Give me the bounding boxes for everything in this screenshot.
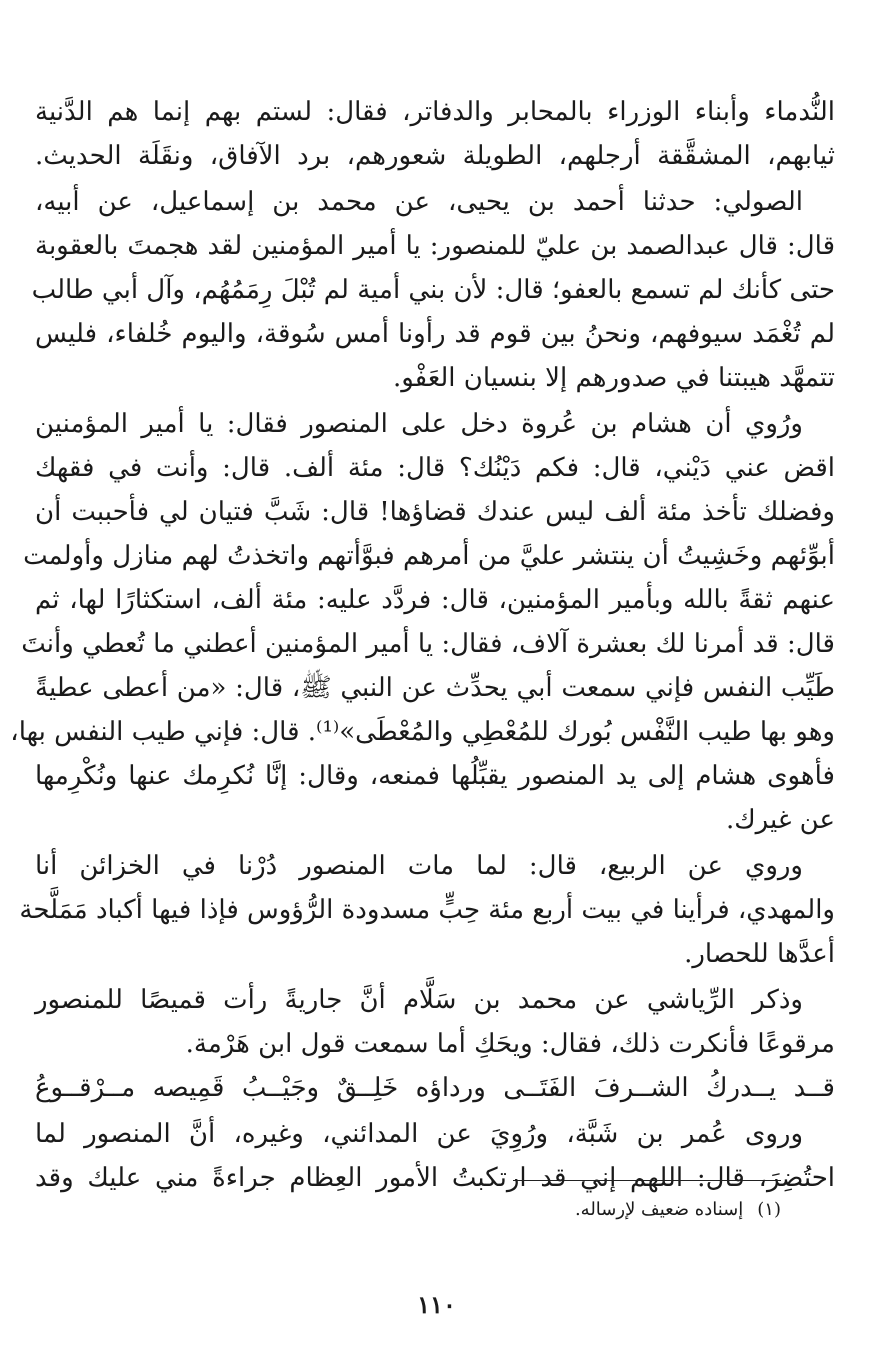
text-line: اقض عني دَيْني، قال: فكم دَيْنُك؟ قال: مئة ألف. قال: وأنت في فقهك <box>35 453 835 483</box>
poetry-verse: قــد يــدركُ الشــرفَ الفَتَــى ورداؤه خَلِــقٌ وجَيْــبُ قَمِيصه مــرْقــوعُ <box>35 1073 835 1103</box>
text-line: وذكر الرِّياشي عن محمد بن سَلَّام أنَّ جاريةً رأت قميصًا للمنصور <box>35 985 803 1015</box>
text-line: ورُوي أن هشام بن عُروة دخل على المنصور فقال: يا أمير المؤمنين <box>35 409 803 439</box>
footnote <box>575 1196 781 1224</box>
text-line: أعدَّها للحصار. <box>684 939 835 969</box>
text-line: تتمهَّد هيبتنا في صدورهم إلا بنسيان العَفْو. <box>392 363 835 393</box>
text-line: لم تُغْمَد سيوفهم، ونحنُ بين قوم قد رأونا أمس سُوقة، واليوم خُلفاء، فليس <box>35 319 835 349</box>
text-line: وهو بها طيب النَّفْس بُورك للمُعْطِي والمُعْطَى»⁽¹⁾. قال: فإني طيب النفس بها، <box>10 717 835 747</box>
text-line: حتى كأنك لم تسمع بالعفو؛ قال: لأن بني أمية لم تُبْلَ رِمَمُهُم، وآل أبي طالب <box>31 275 835 305</box>
text-line: قال: قال عبدالصمد بن عليّ للمنصور: يا أمير المؤمنين لقد هجمتَ بالعقوبة <box>35 231 835 261</box>
text-line: الصولي: حدثنا أحمد بن يحيى، عن محمد بن إسماعيل، عن أبيه، <box>35 187 803 217</box>
footnote-text: إسناده ضعيف لإرساله. <box>574 1199 744 1220</box>
text-line: فأهوى هشام إلى يد المنصور يقبِّلُها فمنعه، وقال: إنَّا نُكرِمك عنها ونُكْرِمها <box>35 761 835 791</box>
text-line: وروى عُمر بن شَبَّة، ورُوِيَ عن المدائني، وغيره، أنَّ المنصور لما <box>35 1119 803 1149</box>
text-line: قال: قد أمرنا لك بعشرة آلاف، فقال: يا أمير المؤمنين أعطني ما تُعطي وأنتَ <box>21 629 835 659</box>
footnote-number: (١) <box>757 1199 781 1220</box>
text-line: احتُضِرَ، قال: اللهم إني قد ارتكبتُ الأمور العِظام جراءةً مني عليك وقد <box>35 1163 835 1193</box>
text-line: أبوِّئهم وخَشِيتُ أن ينتشر عليَّ من أمرهم فبوَّأتهم واتخذتُ لهم منازل وأولمت <box>23 541 835 571</box>
text-line: وفضلك تأخذ مئة ألف ليس عندك قضاؤها! قال: شَبَّ فتيان لي فأحببت أن <box>35 497 835 527</box>
text-line: النُّدماء وأبناء الوزراء بالمحابر والدفاتر، فقال: لستم بهم إنما هم الدَّنية <box>35 97 835 127</box>
page-number: ١١٠ <box>417 1290 456 1319</box>
text-line: ثيابهم، المشقَّقة أرجلهم، الطويلة شعورهم، برد الآفاق، ونقَلَة الحديث. <box>35 141 835 171</box>
text-line: عنهم ثقةً بالله وبأمير المؤمنين، قال: فردَّد عليه: مئة ألف، استكثارًا لها، ثم <box>35 585 835 615</box>
text-line: مرقوعًا فأنكرت ذلك، فقال: ويحَكِ أما سمعت قول ابن هَرْمة. <box>185 1029 835 1059</box>
text-line: والمهدي، فرأينا في بيت أربع مئة حِبٍّ مسدودة الرُّؤوس فإذا فيها أكباد مَمَلَّحة <box>19 895 835 925</box>
text-line: طَيِّب النفس فإني سمعت أبي يحدِّث عن النبي ﷺ، قال: «من أعطى عطيةً <box>35 673 835 703</box>
text-line: عن غيرك. <box>725 805 835 835</box>
footnote-separator <box>513 1180 781 1181</box>
text-line: وروي عن الربيع، قال: لما مات المنصور دُرْنا في الخزائن أنا <box>35 851 803 881</box>
